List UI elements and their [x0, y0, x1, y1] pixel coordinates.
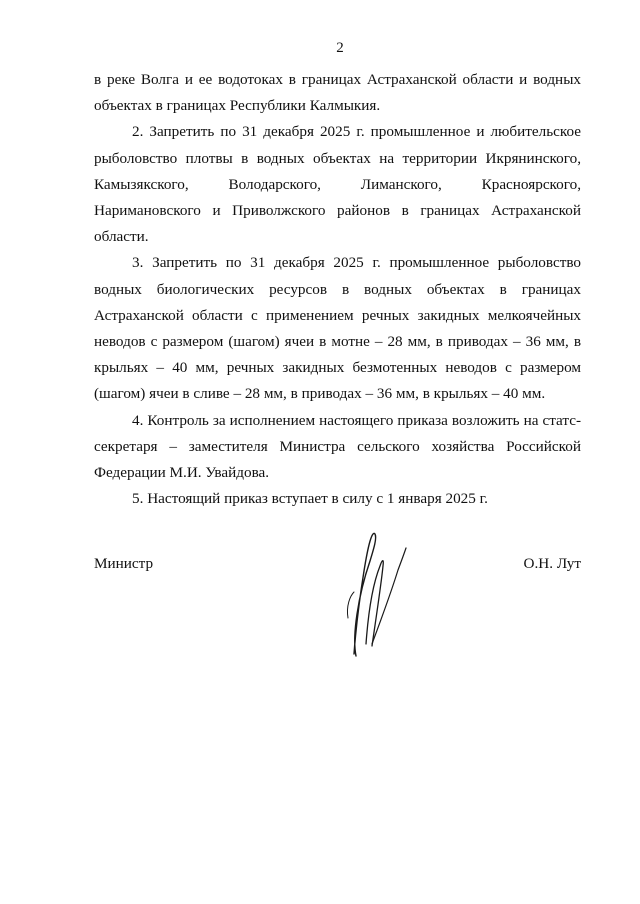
text-line: 4. Контроль за исполнением настоящего приказа возложить — [132, 411, 520, 429]
text-line: неводов с размером (шагом) ячеи в мотне – 28 мм, в приводах – 36 мм, — [94, 333, 569, 351]
paragraph-continuation — [94, 67, 581, 119]
text-line: области. — [94, 228, 149, 246]
paragraph-item-2 — [94, 119, 581, 250]
text-line: объектах в границах Республики Калмыкия. — [94, 97, 381, 115]
text-line: водных биологических ресурсов в водных объектах в границах — [94, 280, 581, 298]
paragraph-item-4 — [94, 408, 581, 487]
text-line: на статс-секретаря – заместителя Министра сельского хозяйства Российской — [94, 411, 582, 455]
paragraph-item-5 — [94, 486, 581, 512]
page-number: 2 — [336, 40, 344, 56]
text-line: (шагом) ячеи в сливе – 28 мм, в приводах – 36 мм, в крыльях – 40 мм. — [94, 385, 546, 403]
text-line: в реке Волга и ее водотоках в границах Астраханской области и водных — [94, 71, 581, 88]
paragraph-item-3 — [94, 250, 581, 407]
signatory-name: О.Н. Лут — [523, 555, 581, 572]
handwritten-signature — [330, 526, 410, 666]
text-line: 3. Запретить по 31 декабря 2025 г. промышленное рыболовство — [132, 254, 581, 272]
text-line: 5. Настоящий приказ вступает в силу с 1 января 2025 г. — [132, 490, 488, 508]
text-line: в крыльях – 40 мм, речных закидных безмотенных неводов с размером — [94, 333, 582, 377]
signatory-title: Министр — [94, 555, 154, 572]
text-line: Астраханской области с применением речных закидных мелкоячейных — [94, 306, 581, 324]
text-line: Наримановского и Приволжского районов в границах Астраханской — [94, 202, 581, 220]
text-line: Камызякского, Володарского, Лиманского, Красноярского, — [94, 175, 581, 193]
text-line: 2. Запретить по 31 декабря 2025 г. промышленное и любительское — [132, 123, 581, 141]
text-line: рыболовство плотвы в водных объектах на территории Икрянинского, — [94, 149, 581, 167]
text-line: Федерации М.И. Увайдова. — [94, 464, 270, 482]
document-body — [94, 67, 581, 512]
